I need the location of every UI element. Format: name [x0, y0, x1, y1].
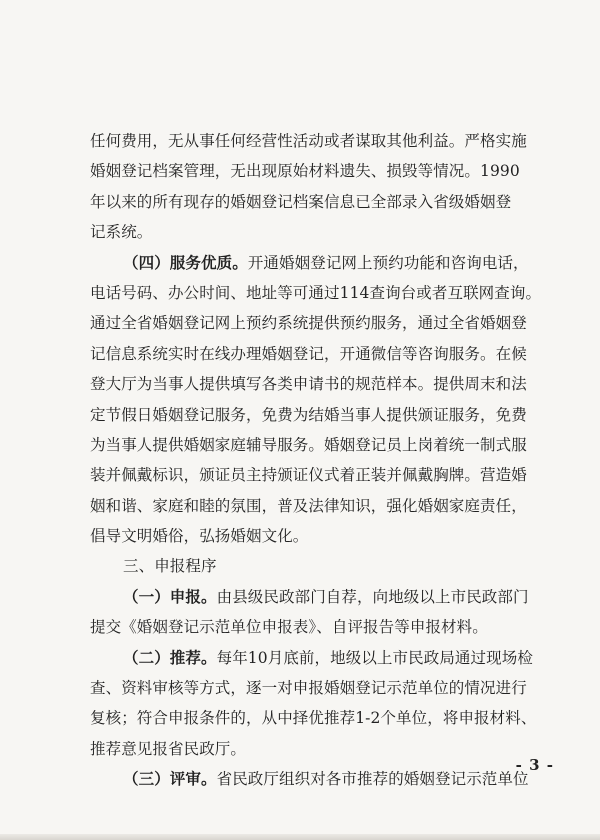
text-line	[90, 248, 529, 278]
text-line	[90, 551, 518, 581]
text-segment: 推荐意见报省民政厅。	[90, 739, 247, 758]
text-line	[90, 491, 527, 521]
text-segment: 每年10月底前，地级以上市民政局通过现场检	[216, 648, 533, 667]
text-line	[90, 369, 527, 399]
text-segment: 省民政厅组织对各市推荐的婚姻登记示范单位	[216, 770, 529, 789]
text-segment: 姻和谐、家庭和睦的氛围，普及法律知识，强化婚姻家庭责任，	[90, 496, 527, 515]
text-line	[90, 460, 527, 490]
text-segment: 年以来的所有现存的婚姻登记档案信息已全部录入省级婚姻登	[90, 192, 512, 211]
text-line	[90, 643, 533, 673]
section-heading: （一）申报。	[123, 586, 217, 606]
text-segment: 装并佩戴标识，颁证员主持颁证仪式着正装并佩戴胸牌。营造婚	[90, 466, 527, 485]
text-line	[90, 764, 529, 794]
text-segment: 记系统。	[90, 223, 153, 242]
text-segment: 婚姻登记档案管理，无出现原始材料遗失、损毁等情况。1990	[90, 162, 520, 181]
text-segment: 为当事人提供婚姻家庭辅导服务。婚姻登记员上岗着统一制式服	[90, 435, 527, 454]
text-line	[90, 673, 527, 703]
text-line	[90, 582, 529, 612]
text-line	[90, 521, 518, 551]
page-number: - 3 -	[515, 756, 554, 774]
text-line	[90, 217, 518, 247]
document-body	[90, 126, 542, 795]
text-segment: 电话号码、办公时间、地址等可通过114查询台或者互联网查询。	[90, 283, 542, 302]
text-segment: 定节假日婚姻登记服务，免费为结婚当事人提供颁证服务，免费	[90, 405, 527, 424]
text-segment: 三、申报程序	[123, 557, 217, 576]
text-segment: 记信息系统实时在线办理婚姻登记，开通微信等咨询服务。在候	[90, 344, 527, 363]
text-line	[90, 308, 527, 338]
text-line	[90, 187, 518, 217]
text-segment: 提交《婚姻登记示范单位申报表》、自评报告等申报材料。	[90, 618, 488, 637]
text-line	[90, 339, 527, 369]
text-line	[90, 156, 518, 186]
text-segment: 倡导文明婚俗，弘扬婚姻文化。	[90, 527, 309, 546]
text-segment: 查、资料审核等方式，逐一对申报婚姻登记示范单位的情况进行	[90, 679, 527, 698]
section-heading: （二）推荐。	[123, 647, 217, 667]
text-segment: 任何费用，无从事任何经营性活动或者谋取其他利益。严格实施	[90, 132, 527, 150]
text-segment: 通过全省婚姻登记网上预约系统提供预约服务，通过全省婚姻登	[90, 314, 527, 333]
text-segment: 复核；符合申报条件的，从中择优推荐1-2个单位，将申报材料、	[90, 709, 537, 728]
text-segment: 开通婚姻登记网上预约功能和咨询电话，	[247, 253, 529, 272]
text-segment: 由县级民政部门自荐，向地级以上市民政部门	[216, 587, 529, 606]
page-edge-shadow	[0, 834, 600, 840]
section-heading: （三）评审。	[123, 769, 217, 789]
text-segment: 登大厅为当事人提供填写各类申请书的规范样本。提供周末和法	[90, 375, 527, 394]
text-line	[90, 400, 527, 430]
text-line	[90, 734, 518, 764]
section-heading: （四）服务优质。	[123, 252, 248, 272]
text-line	[90, 430, 527, 460]
text-line	[90, 278, 542, 308]
text-line	[90, 126, 527, 156]
text-line	[90, 612, 518, 642]
text-line	[90, 703, 537, 733]
